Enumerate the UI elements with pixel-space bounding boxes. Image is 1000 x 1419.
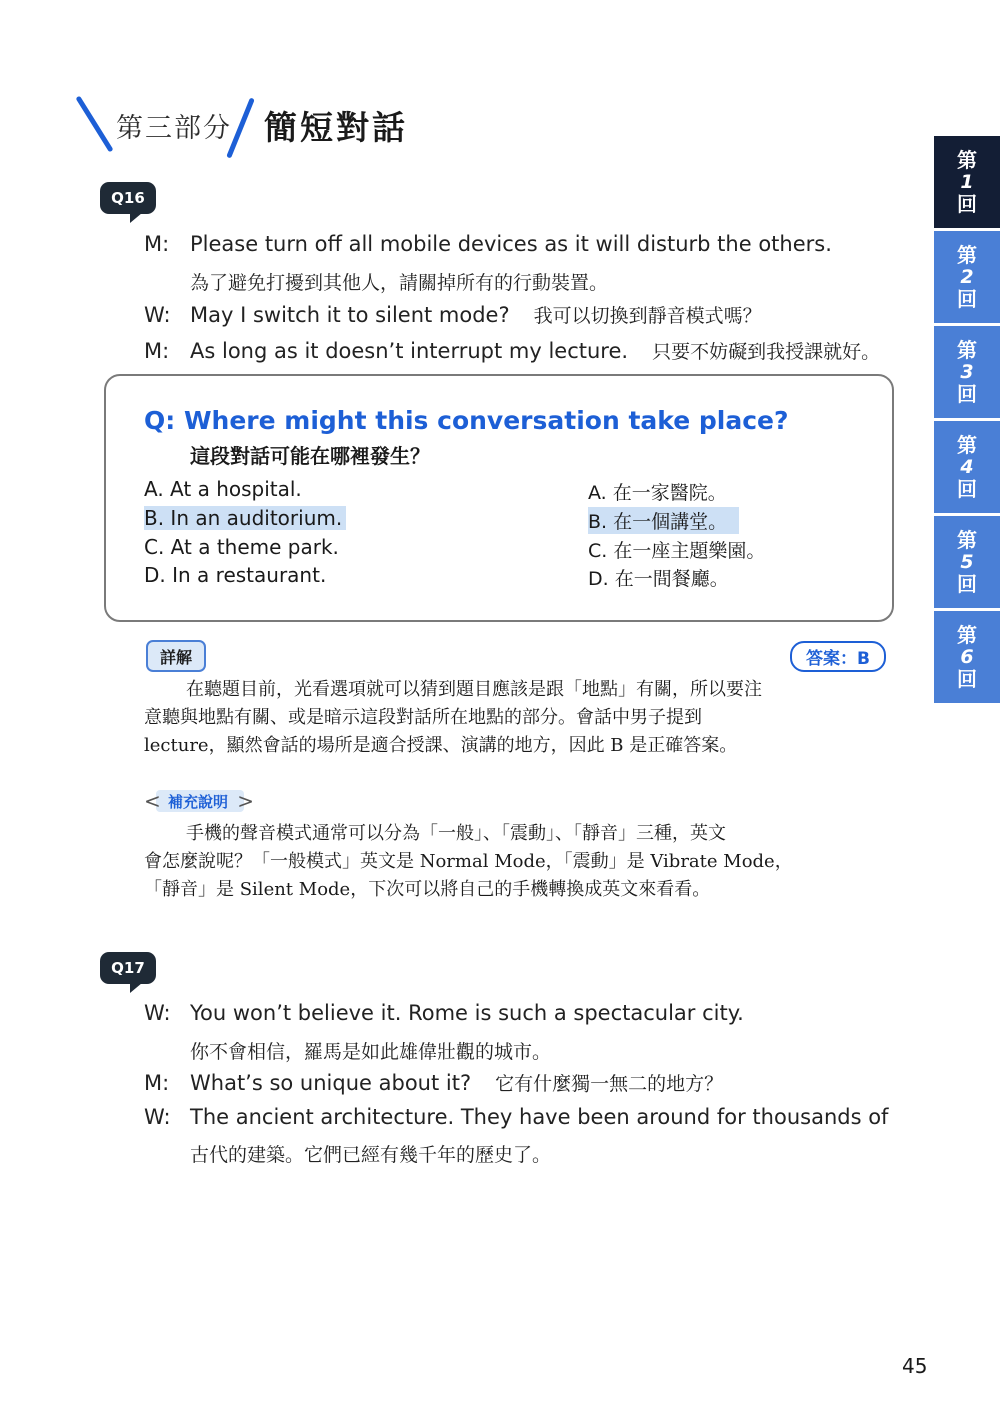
tab-number: 3 (960, 361, 974, 383)
answer-badge: 答案：B (790, 641, 886, 672)
speaker-label: M: (144, 339, 170, 363)
option-c-zh: C. 在一座主題樂園。 (588, 540, 766, 562)
tab-round-6[interactable] (934, 611, 1000, 703)
tab-char: 回 (957, 572, 977, 596)
section-title: 簡短對話 (264, 108, 408, 147)
dialogue-line (144, 301, 762, 328)
dialogue-en: What’s so unique about it? (190, 1071, 472, 1095)
option-a-en: A. At a hospital. (144, 477, 302, 501)
tab-round-3[interactable] (934, 326, 1000, 418)
tab-char: 回 (957, 192, 977, 216)
dialogue-en: The ancient architecture. They have been around for thousands of (190, 1105, 889, 1129)
dialogue-zh: 我可以切換到靜音模式嗎？ (533, 305, 762, 327)
section-label: 第三部分 (116, 113, 232, 144)
tab-char: 第 (957, 433, 977, 457)
tab-number: 6 (960, 646, 974, 668)
dialogue-line (144, 232, 832, 256)
dialogue-zh: 你不會相信，羅馬是如此雄偉壯觀的城市。 (190, 1041, 552, 1063)
question-en: Q: Where might this conversation take place? (144, 406, 789, 435)
supplement-line-2: 會怎麼說呢？「一般模式」英文是 Normal Mode，「震動」是 Vibrate Mode， (144, 851, 793, 872)
dialogue-zh: 古代的建築。它們已經有幾千年的歷史了。 (190, 1144, 552, 1166)
tab-number: 2 (960, 266, 974, 288)
tab-char: 第 (957, 623, 977, 647)
explanation-tag: 詳解 (146, 640, 206, 672)
dialogue-zh: 只要不妨礙到我授課就好。 (652, 341, 881, 363)
dialogue-zh: 它有什麼獨一無二的地方？ (495, 1073, 724, 1095)
dialogue-line (144, 1069, 723, 1096)
option-d-zh: D. 在一間餐廳。 (588, 568, 729, 590)
dialogue-line (144, 337, 880, 364)
explanation-line-2: 意聽與地點有關、或是暗示這段對話所在地點的部分。會話中男子提到 (144, 707, 702, 728)
dialogue-en: May I switch it to silent mode? (190, 303, 510, 327)
tab-number: 5 (960, 551, 974, 573)
speaker-label: W: (144, 1105, 171, 1129)
tab-round-4[interactable] (934, 421, 1000, 513)
option-c-en: C. At a theme park. (144, 535, 339, 559)
question-badge-q17: Q17 (100, 952, 156, 984)
explanation-line-1: 在聽題目前，光看選項就可以猜到題目應該是跟「地點」有關，所以要注 (186, 679, 762, 700)
tab-char: 第 (957, 148, 977, 172)
tab-char: 第 (957, 243, 977, 267)
dialogue-en: Please turn off all mobile devices as it will disturb the others. (190, 232, 832, 256)
tab-char: 第 (957, 338, 977, 362)
supplement-tag: < 補充說明 > (146, 788, 250, 814)
speaker-label: W: (144, 1001, 171, 1025)
explanation-line-3: lecture，顯然會話的場所是適合授課、演講的地方，因此 B 是正確答案。 (144, 735, 738, 756)
option-a-zh: A. 在一家醫院。 (588, 482, 727, 504)
tab-char: 回 (957, 287, 977, 311)
page-number: 45 (902, 1354, 928, 1378)
tab-round-5[interactable] (934, 516, 1000, 608)
tab-char: 第 (957, 528, 977, 552)
tab-char: 回 (957, 382, 977, 406)
dialogue-line (144, 1105, 888, 1129)
supplement-line-3: 「靜音」是 Silent Mode，下次可以將自己的手機轉換成英文來看看。 (144, 879, 711, 900)
tab-char: 回 (957, 667, 977, 691)
option-b-zh: B. 在一個講堂。 (588, 507, 739, 534)
tab-round-2[interactable] (934, 231, 1000, 323)
speaker-label: M: (144, 232, 170, 256)
question-badge-q16: Q16 (100, 182, 156, 214)
tab-number: 4 (960, 456, 974, 478)
dialogue-zh: 為了避免打擾到其他人，請關掉所有的行動裝置。 (190, 272, 609, 294)
tab-round-1[interactable] (934, 136, 1000, 228)
tab-number: 1 (960, 171, 974, 193)
supplement-line-1: 手機的聲音模式通常可以分為「一般」、「震動」、「靜音」三種，英文 (186, 823, 726, 844)
option-d-en: D. In a restaurant. (144, 563, 327, 587)
header-slash-left (75, 96, 113, 153)
dialogue-en: As long as it doesn’t interrupt my lecture. (190, 339, 629, 363)
option-b-en: B. In an auditorium. (144, 506, 346, 530)
dialogue-line (144, 1001, 744, 1025)
question-zh: 這段對話可能在哪裡發生？ (190, 444, 430, 468)
speaker-label: W: (144, 303, 171, 327)
dialogue-en: You won’t believe it. Rome is such a spectacular city. (190, 1001, 744, 1025)
tab-char: 回 (957, 477, 977, 501)
speaker-label: M: (144, 1071, 170, 1095)
